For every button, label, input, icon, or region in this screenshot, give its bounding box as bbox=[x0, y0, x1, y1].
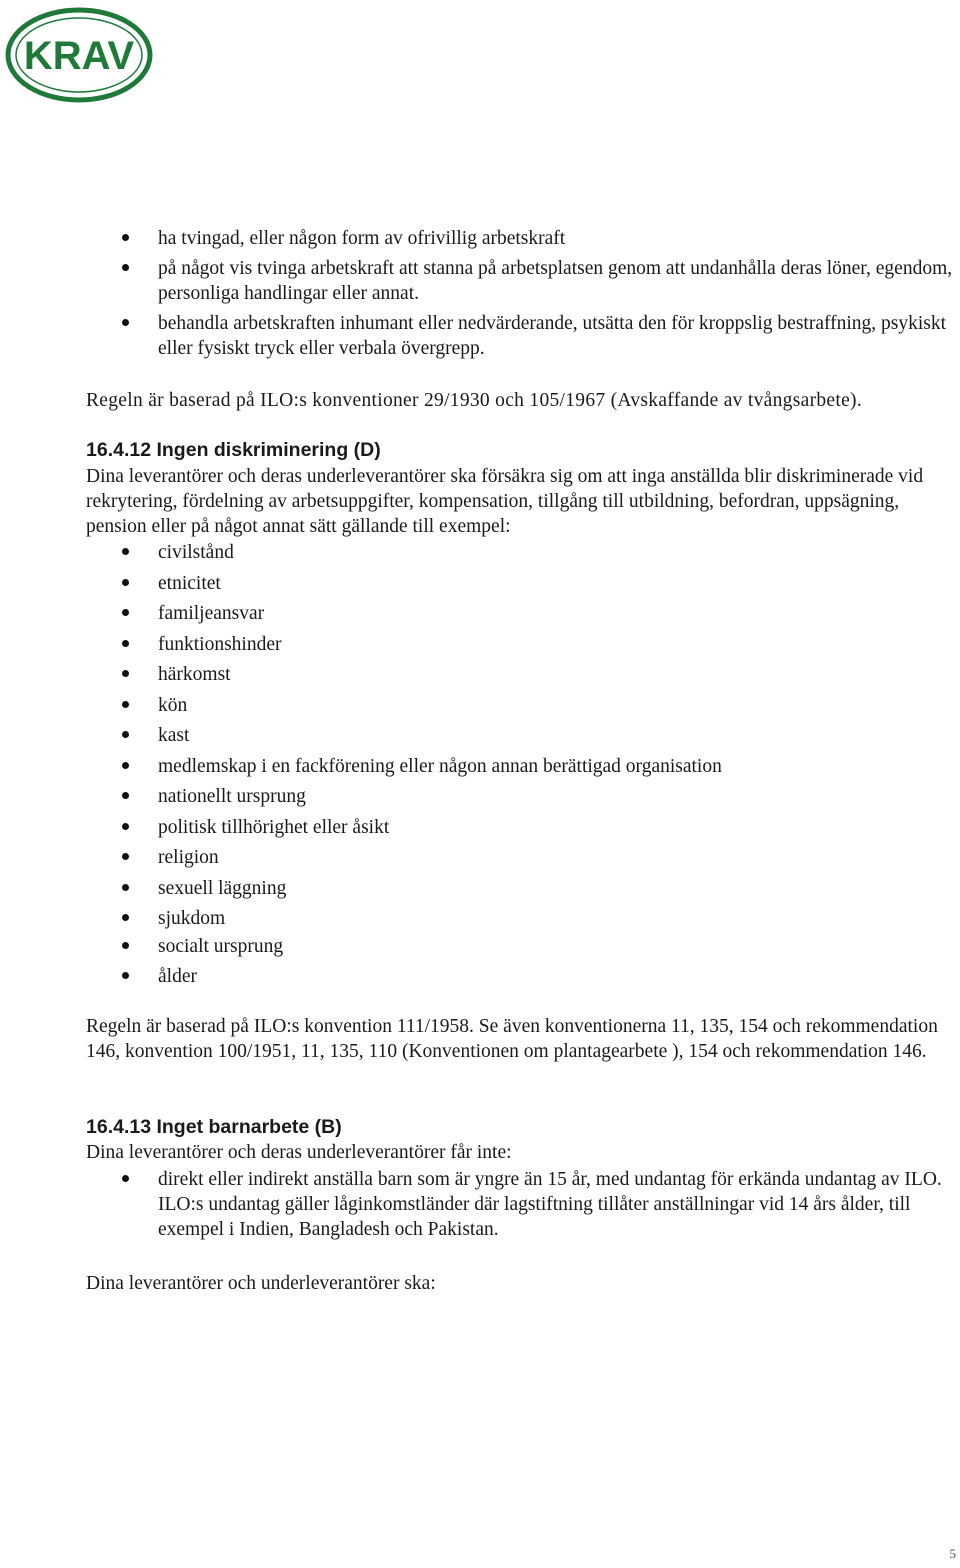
bullet-icon bbox=[122, 548, 129, 555]
list-item: medlemskap i en fackförening eller någon annan berättigad organisation bbox=[86, 754, 960, 779]
list-item: kast bbox=[86, 723, 960, 748]
list-item: nationellt ursprung bbox=[86, 784, 960, 809]
section-12-intro: Dina leverantörer och deras underleverantörer ska försäkra sig om att inga anställda blir diskriminerade vid rekrytering, fördelning av arbetsuppgifter, kompensation, tillgång till utbildning, befordran, uppsägning, pension eller på något annat sätt gällande till exempel: bbox=[86, 466, 924, 537]
bullet-icon bbox=[122, 914, 129, 921]
logo-text: KRAV bbox=[23, 34, 135, 78]
forced-labour-list bbox=[86, 226, 960, 361]
bullet-icon bbox=[122, 670, 129, 677]
krav-logo bbox=[4, 6, 154, 104]
list-item: religion bbox=[86, 845, 960, 870]
section-13-closing: Dina leverantörer och underleverantörer ska: bbox=[86, 1273, 436, 1294]
page-number: 5 bbox=[949, 1546, 956, 1561]
list-item: socialt ursprung bbox=[86, 934, 960, 959]
list-item: sjukdom bbox=[86, 906, 960, 931]
bullet-icon bbox=[122, 1175, 129, 1182]
bullet-icon bbox=[122, 640, 129, 647]
bullet-icon bbox=[122, 609, 129, 616]
bullet-icon bbox=[122, 823, 129, 830]
list-item: kön bbox=[86, 693, 960, 718]
list-item: civilstånd bbox=[86, 540, 960, 565]
bullet-icon bbox=[122, 884, 129, 891]
list-item: politisk tillhörighet eller åsikt bbox=[86, 815, 960, 840]
list-item: sexuell läggning bbox=[86, 876, 960, 901]
bullet-icon bbox=[122, 792, 129, 799]
list-item: etnicitet bbox=[86, 571, 960, 596]
bullet-icon bbox=[122, 762, 129, 769]
bullet-icon bbox=[122, 319, 129, 326]
list-item: ha tvingad, eller någon form av ofrivillig arbetskraft bbox=[86, 226, 960, 251]
list-item: familjeansvar bbox=[86, 601, 960, 626]
section-13-intro: Dina leverantörer och deras underleverantörer får inte: bbox=[86, 1142, 512, 1163]
list-item: på något vis tvinga arbetskraft att stanna på arbetsplatsen genom att undanhålla deras löner, egendom, personliga handlingar eller annat. bbox=[86, 256, 960, 306]
child-labour-list bbox=[86, 1167, 960, 1242]
list-item: ålder bbox=[86, 964, 960, 989]
list-item: behandla arbetskraften inhumant eller nedvärderande, utsätta den för kroppslig bestraffning, psykiskt eller fysiskt tryck eller verbala övergrepp. bbox=[86, 311, 960, 361]
bullet-icon bbox=[122, 972, 129, 979]
bullet-icon bbox=[122, 579, 129, 586]
list-item: härkomst bbox=[86, 662, 960, 687]
list-item: funktionshinder bbox=[86, 632, 960, 657]
section-12-heading: 16.4.12 Ingen diskriminering (D) bbox=[86, 439, 381, 461]
list-item: direkt eller indirekt anställa barn som är yngre än 15 år, med undantag för erkända undantag av ILO. ILO:s undantag gäller låginkomstländer där lagstiftning tillåter anställningar vid 14 års ålder, till exempel i Indien, Bangladesh och Pakistan. bbox=[86, 1167, 960, 1242]
discrimination-list bbox=[86, 540, 960, 989]
bullet-icon bbox=[122, 264, 129, 271]
rule-forced-labour: Regeln är baserad på ILO:s konventioner 29/1930 och 105/1967 (Avskaffande av tvångsarbete). bbox=[86, 390, 863, 411]
section-12-rule: Regeln är baserad på ILO:s konvention 111/1958. Se även konventionerna 11, 135, 154 och rekommendation 146, konvention 100/1951, 11, 135, 110 (Konventionen om plantagearbete ), 154 och rekommendation 146. bbox=[86, 1016, 938, 1062]
section-13-heading: 16.4.13 Inget barnarbete (B) bbox=[86, 1116, 342, 1138]
bullet-icon bbox=[122, 234, 129, 241]
bullet-icon bbox=[122, 731, 129, 738]
bullet-icon bbox=[122, 942, 129, 949]
bullet-icon bbox=[122, 701, 129, 708]
bullet-icon bbox=[122, 853, 129, 860]
